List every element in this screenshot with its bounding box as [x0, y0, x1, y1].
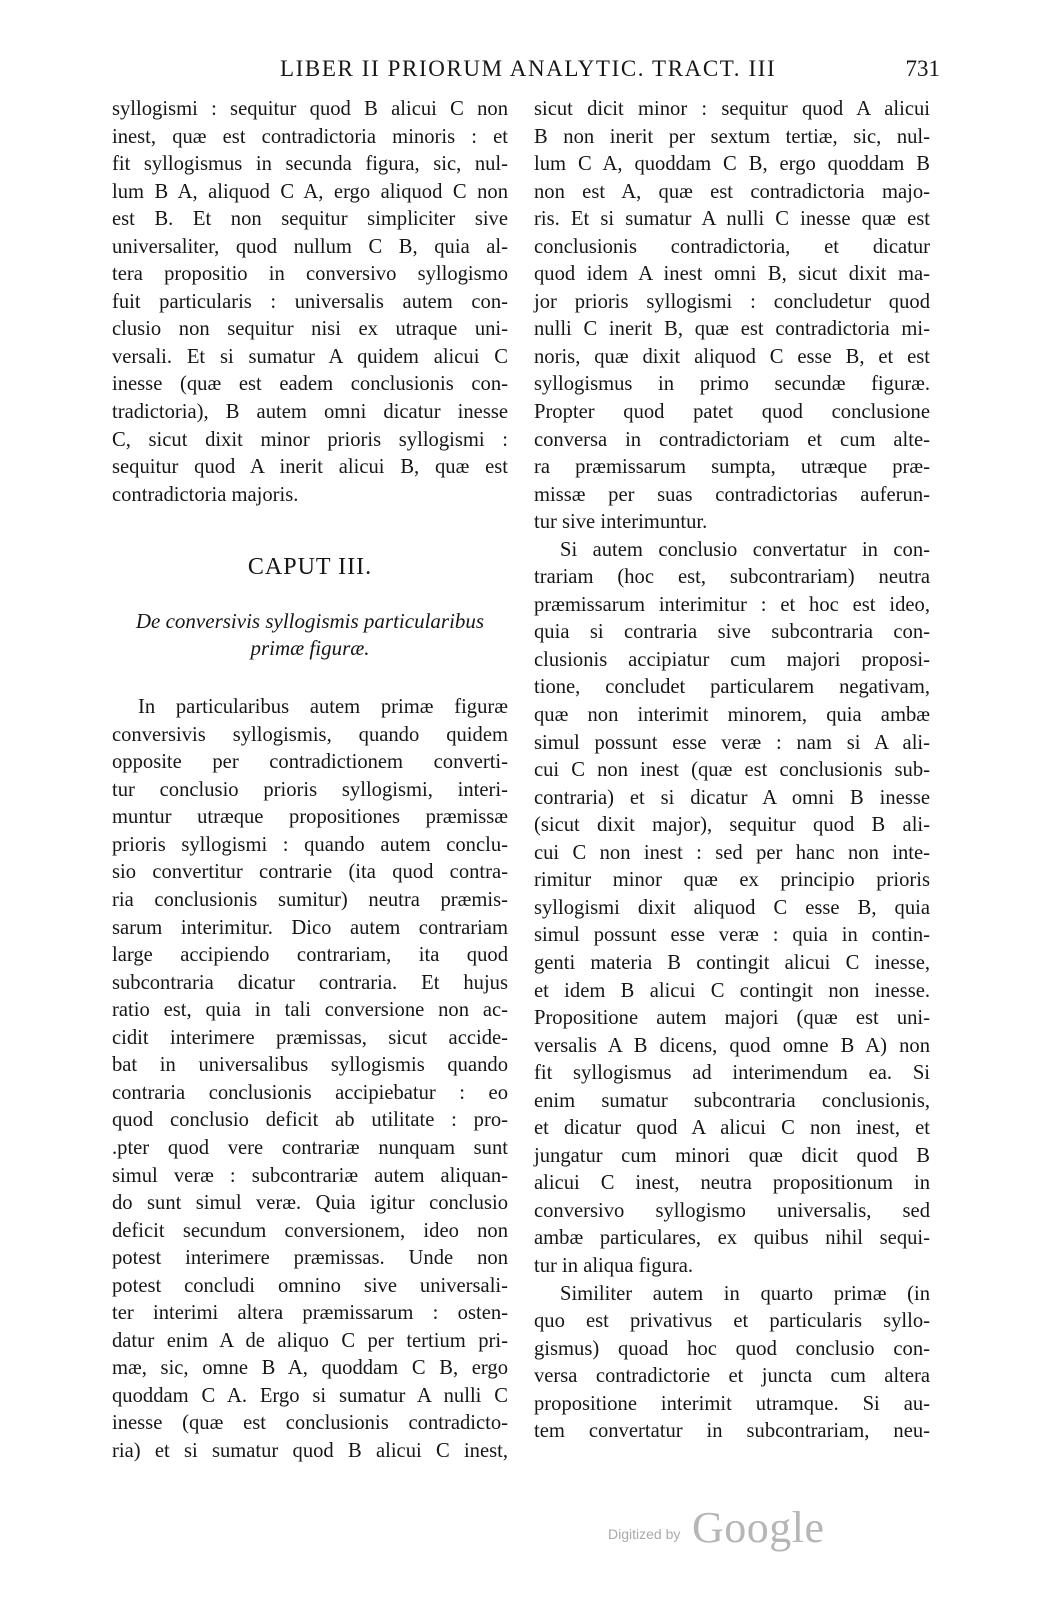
digitized-label: Digitized by: [608, 1526, 681, 1542]
digitized-watermark: [608, 1502, 868, 1562]
text-line: inesse (quæ est eadem conclusionis con-: [112, 373, 508, 396]
text-line: missæ per suas contradictorias auferun-: [534, 483, 930, 506]
google-logo: Google: [692, 1503, 825, 1552]
text-line: cidit interimere præmissas, sicut accide-: [112, 1026, 508, 1049]
text-line: ter interimi altera præmissarum : osten-: [112, 1302, 508, 1325]
text-line: simul veræ : subcontrariæ autem aliquan-: [112, 1164, 508, 1187]
text-line: gismus) quoad hoc quod conclusio con-: [534, 1337, 930, 1360]
text-line: cui C non inest (quæ est conclusionis sub-: [534, 759, 930, 782]
text-line: universaliter, quod nullum C B, quia al-: [112, 235, 508, 258]
text-line: ria) et si sumatur quod B alicui C inest,: [112, 1439, 508, 1462]
text-line: conversivis syllogismis, quando quidem: [112, 723, 508, 746]
text-line: quod idem A inest omni B, sicut dixit ma-: [534, 263, 930, 286]
text-line: syllogismi dixit aliquod C esse B, quia: [534, 896, 930, 919]
text-line: versa contradictorie et juncta cum altera: [534, 1365, 930, 1388]
right-column: [534, 96, 930, 1446]
text-line: quia si contraria sive subcontraria con-: [534, 621, 930, 644]
text-line: datur enim A de aliquo C per tertium pri-: [112, 1329, 508, 1352]
text-line: ratio est, quia in tali conversione non ac-: [112, 999, 508, 1022]
text-line: tur sive interimuntur.: [534, 511, 708, 534]
text-line: syllogismi : sequitur quod B alicui C non: [112, 98, 508, 120]
text-line: rimitur minor quæ ex principio prioris: [534, 869, 930, 892]
text-line: Propter quod patet quod conclusione: [534, 401, 930, 424]
text-line: tradictoria), B autem omni dicatur inesse: [112, 401, 508, 424]
subtitle-line: De conversivis syllogismis particularibus: [135, 609, 485, 634]
left-column: [112, 96, 508, 1466]
text-line: contradictoria majoris.: [112, 483, 299, 506]
text-line: præmissarum interimitur : et hoc est ideo,: [534, 593, 930, 616]
text-line: tur conclusio prioris syllogismi, interi-: [112, 778, 508, 801]
text-line: noris, quæ dixit aliquod C esse B, et est: [534, 345, 930, 368]
text-line: sarum interimitur. Dico autem contrariam: [112, 916, 508, 939]
text-line: fit syllogismus ad interimendum ea. Si: [534, 1062, 930, 1085]
text-line: In particularibus autem primæ figuræ: [138, 696, 508, 719]
text-line: tera propositio in conversivo syllogismo: [112, 263, 508, 286]
text-line: tur in aliqua figura.: [534, 1254, 693, 1277]
text-line: cui C non inest : sed per hanc non inte-: [534, 841, 930, 864]
text-line: est B. Et non sequitur simpliciter sive: [112, 208, 508, 231]
chapter-heading: CAPUT III.: [247, 554, 373, 581]
text-line: propositione interimit utramque. Si au-: [534, 1392, 930, 1415]
text-line: ambæ particulares, ex quibus nihil sequi-: [534, 1227, 930, 1250]
text-line: nulli C inerit B, quæ est contradictoria mi-: [534, 318, 930, 341]
text-line: conversa in contradictoriam et cum alte-: [534, 428, 930, 451]
text-line: mæ, sic, omne B A, quoddam C B, ergo: [112, 1357, 508, 1380]
text-line: conclusionis contradictoria, et dicatur: [534, 235, 930, 258]
text-line: bat in universalibus syllogismis quando: [112, 1054, 508, 1077]
text-line: .pter quod vere contrariæ nunquam sunt: [112, 1136, 508, 1159]
text-line: potest concludi omnino sive universali-: [112, 1274, 508, 1297]
text-line: sicut dicit minor : sequitur quod A alicui: [534, 98, 930, 120]
text-line: do sunt simul veræ. Quia igitur conclusio: [112, 1192, 508, 1215]
text-line: quæ non interimit minorem, quia ambæ: [534, 704, 930, 727]
text-line: et dicatur quod A alicui C non inest, et: [534, 1117, 930, 1140]
text-line: tem convertatur in subcontrariam, neu-: [534, 1420, 930, 1443]
text-line: opposite per contradictionem converti-: [112, 751, 508, 774]
text-line: quo est privativus et particularis syllo-: [534, 1310, 930, 1333]
text-line: Propositione autem majori (quæ est uni-: [534, 1007, 930, 1030]
text-line: clusio non sequitur nisi ex utraque uni-: [112, 318, 508, 341]
text-line: C, sicut dixit minor prioris syllogismi :: [112, 428, 508, 451]
text-line: enim sumatur subcontraria conclusionis,: [534, 1089, 930, 1112]
text-line: sio convertitur contrarie (ita quod contra-: [112, 861, 508, 884]
text-line: clusionis accipiatur cum majori proposi-: [534, 648, 930, 671]
text-line: fit syllogismus in secunda figura, sic, nul-: [112, 153, 508, 176]
text-line: quoddam C A. Ergo si sumatur A nulli C: [112, 1384, 508, 1407]
text-line: non est A, quæ est contradictoria majo-: [534, 180, 930, 203]
text-line: lum B A, aliquod C A, ergo aliquod C non: [112, 180, 508, 203]
text-line: versalis A B dicens, quod omne B A) non: [534, 1034, 930, 1057]
text-line: (sicut dixit major), sequitur quod B ali-: [534, 814, 930, 837]
text-line: trariam (hoc est, subcontrariam) neutra: [534, 566, 930, 589]
text-line: inest, quæ est contradictoria minoris : et: [112, 125, 508, 148]
text-line: et idem B alicui C contingit non inesse.: [534, 979, 930, 1002]
text-line: subcontraria dicatur contraria. Et hujus: [112, 971, 508, 994]
text-line: genti materia B contingit alicui C inesse,: [534, 951, 930, 974]
text-line: lum C A, quoddam C B, ergo quoddam B: [534, 153, 930, 176]
subtitle-line: primæ figuræ.: [250, 636, 370, 661]
text-line: alicui C inest, neutra propositionum in: [534, 1172, 930, 1195]
text-line: conversivo syllogismo universalis, sed: [534, 1199, 930, 1222]
text-line: large accipiendo contrariam, ita quod: [112, 944, 508, 967]
text-line: fuit particularis : universalis autem con-: [112, 290, 508, 313]
running-title: LIBER II PRIORUM ANALYTIC. TRACT. III: [280, 56, 777, 81]
page-number: 731: [905, 56, 940, 81]
text-line: ra præmissarum sumpta, utræque præ-: [534, 456, 930, 479]
text-line: quod conclusio deficit ab utilitate : pro-: [112, 1109, 508, 1132]
text-line: versali. Et si sumatur A quidem alicui C: [112, 345, 508, 368]
text-line: ris. Et si sumatur A nulli C inesse quæ est: [534, 208, 930, 231]
text-line: Si autem conclusio convertatur in con-: [560, 538, 930, 561]
text-line: ria conclusionis sumitur) neutra præmis-: [112, 889, 508, 912]
text-line: muntur utræque propositiones præmissæ: [112, 806, 508, 829]
chapter-subtitle: [112, 608, 508, 662]
text-line: syllogismus in primo secundæ figuræ.: [534, 373, 930, 396]
text-line: simul possunt esse veræ : nam si A ali-: [534, 731, 930, 754]
text-line: simul possunt esse veræ : quia in contin-: [534, 924, 930, 947]
text-line: contraria conclusionis accipiebatur : eo: [112, 1081, 508, 1104]
text-line: Similiter autem in quarto primæ (in: [560, 1282, 930, 1305]
text-line: jungatur cum minori quæ dicit quod B: [534, 1144, 930, 1167]
text-line: inesse (quæ est conclusionis contradicto-: [112, 1412, 508, 1435]
text-line: prioris syllogismi : quando autem conclu-: [112, 833, 508, 856]
text-line: B non inerit per sextum tertiæ, sic, nul-: [534, 125, 930, 148]
text-line: jor prioris syllogismi : concludetur quod: [534, 290, 930, 313]
running-head: [110, 52, 940, 92]
left-column-text-top: [112, 96, 508, 509]
left-column-text-bottom: [112, 694, 508, 1465]
text-line: potest interimere præmissas. Unde non: [112, 1247, 508, 1270]
text-line: tione, concludet particularem negativam,: [534, 676, 930, 699]
text-line: deficit secundum conversionem, ideo non: [112, 1219, 508, 1242]
text-line: contraria) et si dicatur A omni B inesse: [534, 786, 930, 809]
text-line: sequitur quod A inerit alicui B, quæ est: [112, 456, 508, 479]
